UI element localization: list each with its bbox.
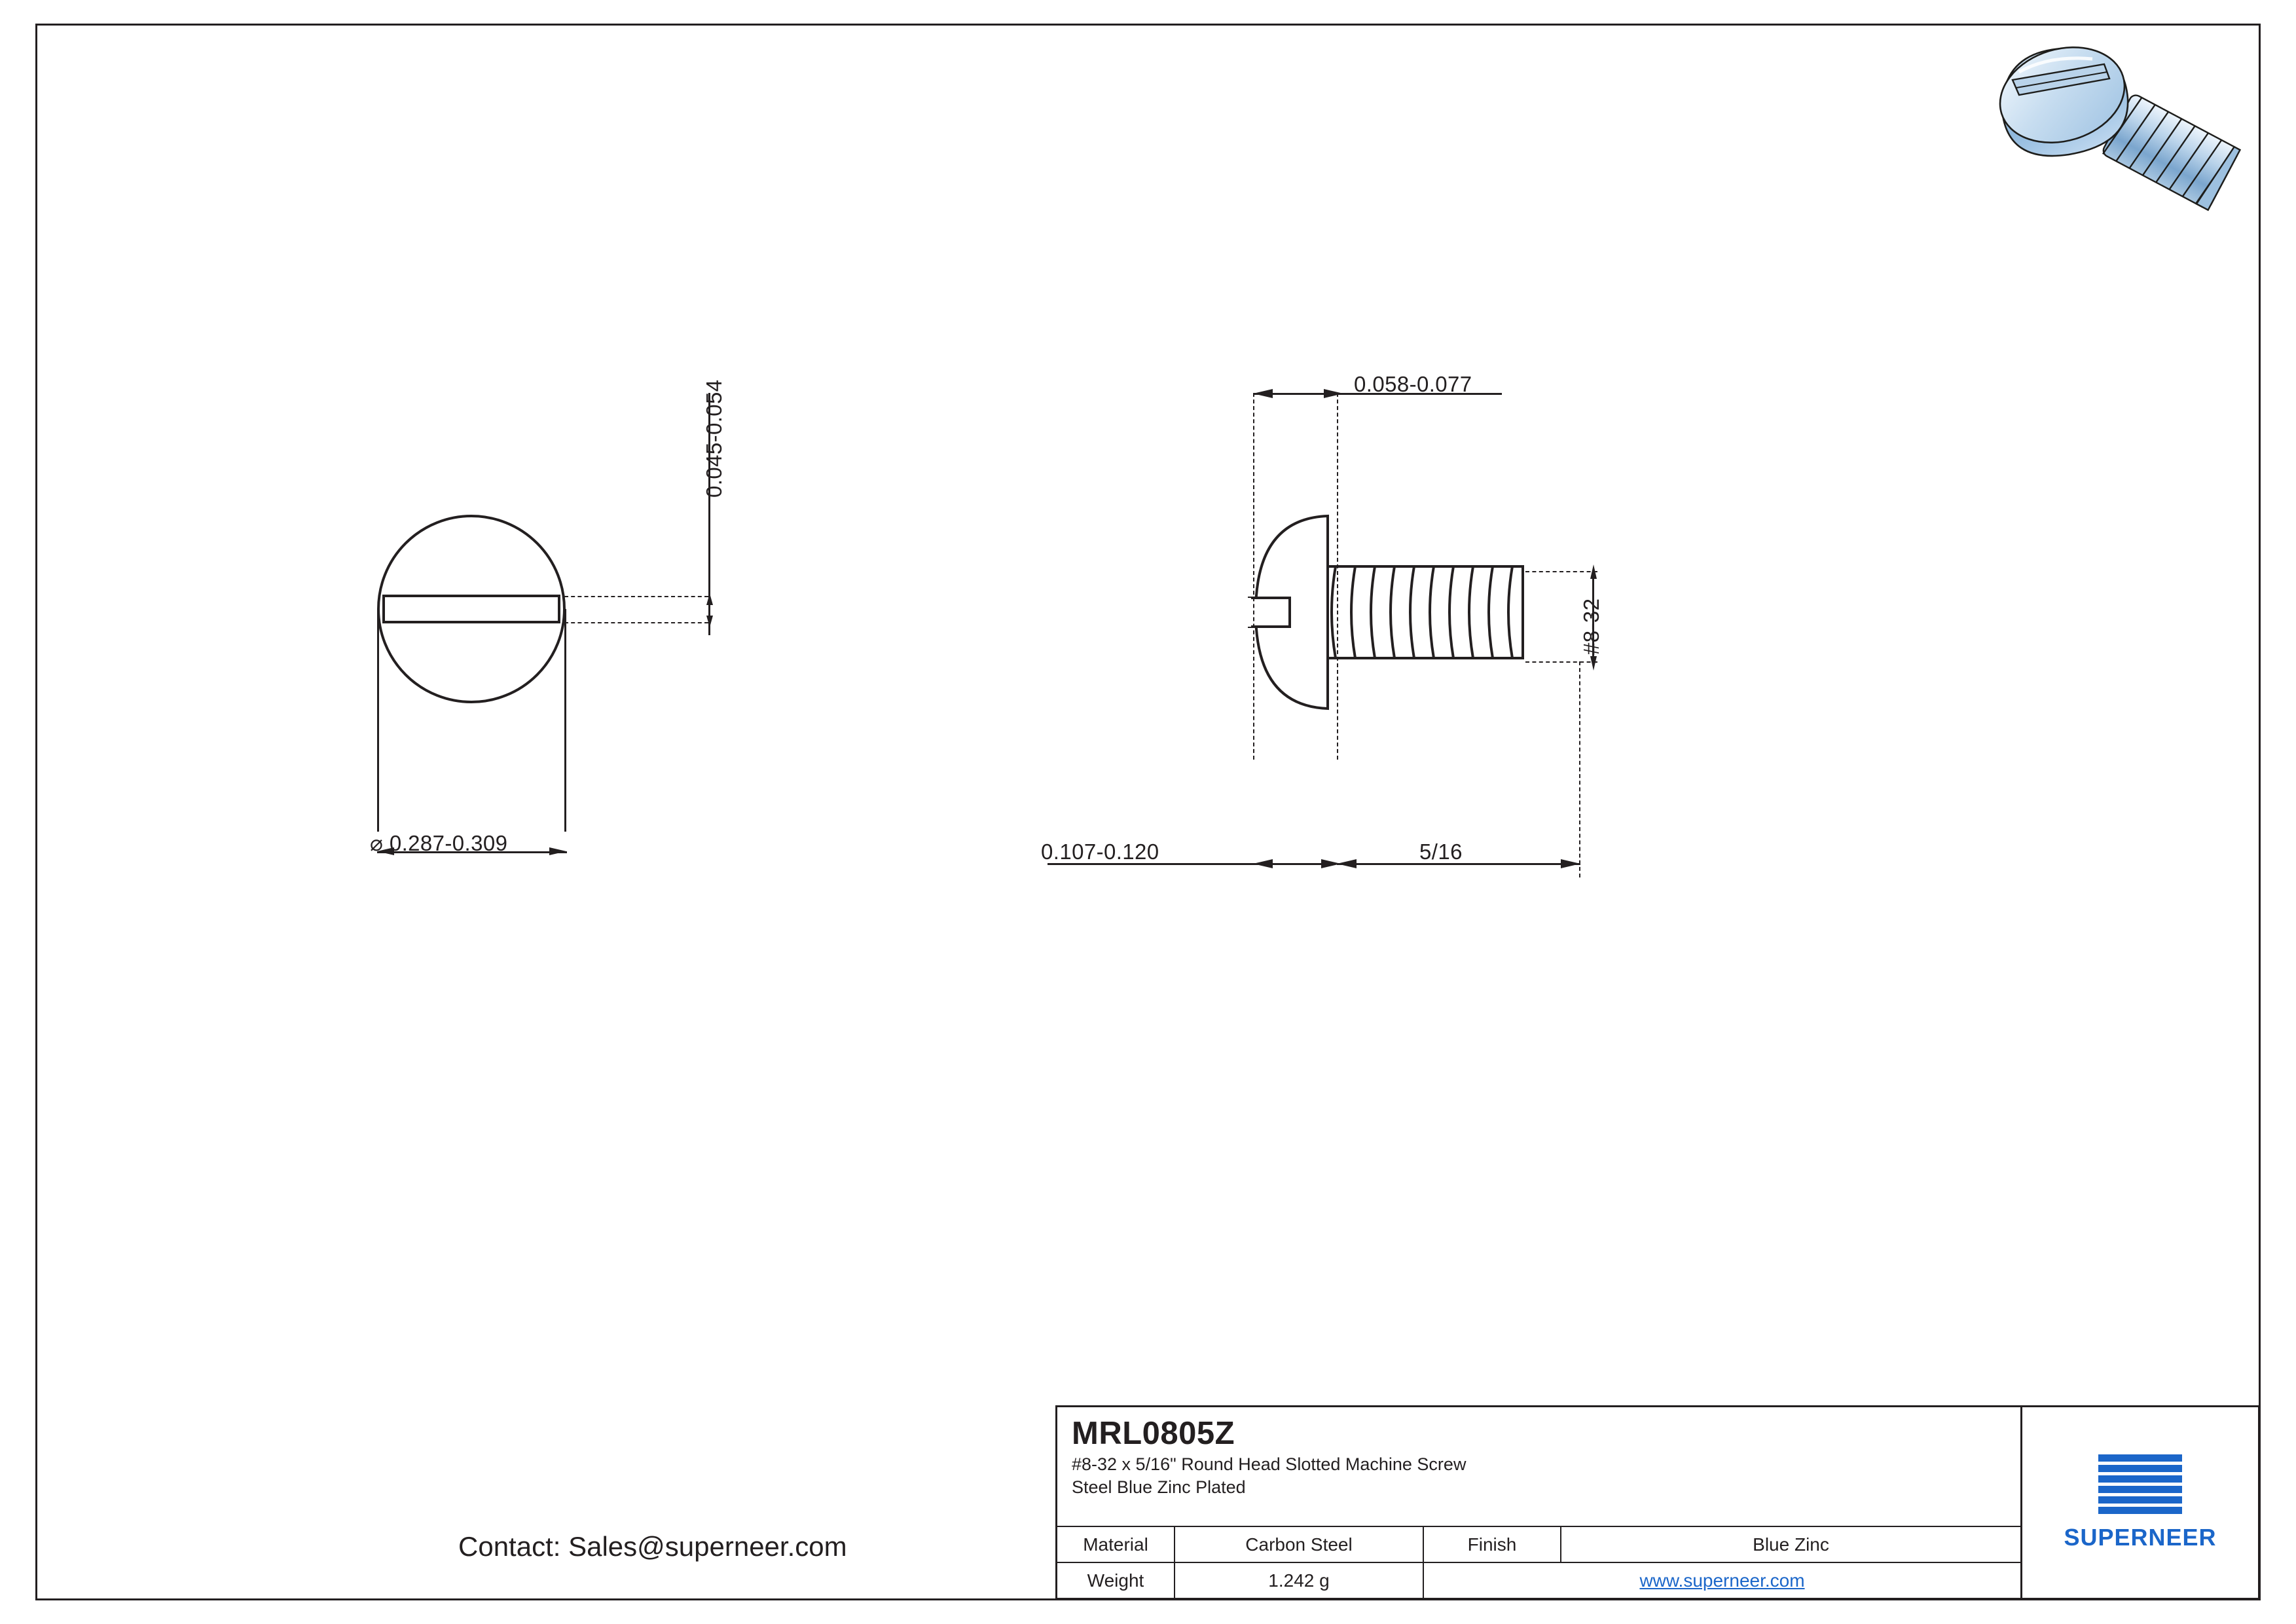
slot-depth-arrow-left: [1253, 386, 1281, 401]
isometric-screw-render: [1964, 33, 2246, 249]
slot-width-leader-top: [564, 596, 708, 597]
superneer-logo-icon: [2098, 1454, 2182, 1515]
website-link[interactable]: www.superneer.com: [1639, 1570, 1805, 1591]
weight-label: Weight: [1057, 1563, 1175, 1598]
slot-depth-ext-left: [1253, 393, 1254, 760]
contact-text: Contact: Sales@superneer.com: [458, 1531, 847, 1562]
slot-width-leader-bottom: [564, 622, 708, 623]
dim-thread-length-label: 5/16: [1419, 840, 1463, 864]
drawing-border: [35, 24, 2261, 1600]
part-number: MRL0805Z: [1072, 1416, 1235, 1451]
side-view-screw: [1244, 504, 1584, 720]
dia-ext-right: [564, 609, 566, 832]
finish-label: Finish: [1424, 1527, 1561, 1562]
part-description: [1057, 1453, 2020, 1502]
dim-head-diameter-label: ⌀ 0.287-0.309: [370, 831, 508, 855]
material-label: Material: [1057, 1527, 1175, 1562]
title-block-info: [1057, 1407, 2022, 1598]
spec-row-material: [1057, 1527, 2020, 1562]
brand-logo-area: [2022, 1407, 2258, 1598]
thread-length-arrow-right: [1553, 857, 1580, 871]
brand-name: SUPERNEER: [2064, 1523, 2217, 1551]
dim-slot-depth-label: 0.058-0.077: [1354, 372, 1472, 396]
dim-slot-width-label: 0.045-0.054: [702, 379, 726, 498]
title-block: [1055, 1405, 2260, 1600]
description-line-1: #8-32 x 5/16" Round Head Slotted Machine Screw: [1072, 1454, 1467, 1474]
slot-width-arrows: [702, 593, 718, 627]
spec-row-weight: [1057, 1562, 2020, 1598]
thread-length-arrow-left: [1337, 857, 1364, 871]
dim-thread-size-label: #8-32: [1579, 598, 1603, 655]
top-view-head: [367, 504, 576, 714]
material-value: Carbon Steel: [1175, 1527, 1424, 1562]
head-height-arrow-left: [1253, 857, 1281, 871]
finish-value: Blue Zinc: [1753, 1534, 1829, 1555]
slot-depth-arrow-right: [1316, 386, 1343, 401]
spec-table: [1057, 1526, 2020, 1598]
dia-ext-left: [377, 609, 379, 832]
dim-head-height-label: 0.107-0.120: [1041, 840, 1159, 864]
weight-value: 1.242 g: [1175, 1563, 1424, 1598]
dia-arrow-right: [540, 845, 566, 858]
description-line-2: Steel Blue Zinc Plated: [1072, 1477, 1246, 1498]
thread-length-ext-right: [1579, 661, 1580, 877]
slot-depth-ext-right: [1337, 393, 1338, 760]
